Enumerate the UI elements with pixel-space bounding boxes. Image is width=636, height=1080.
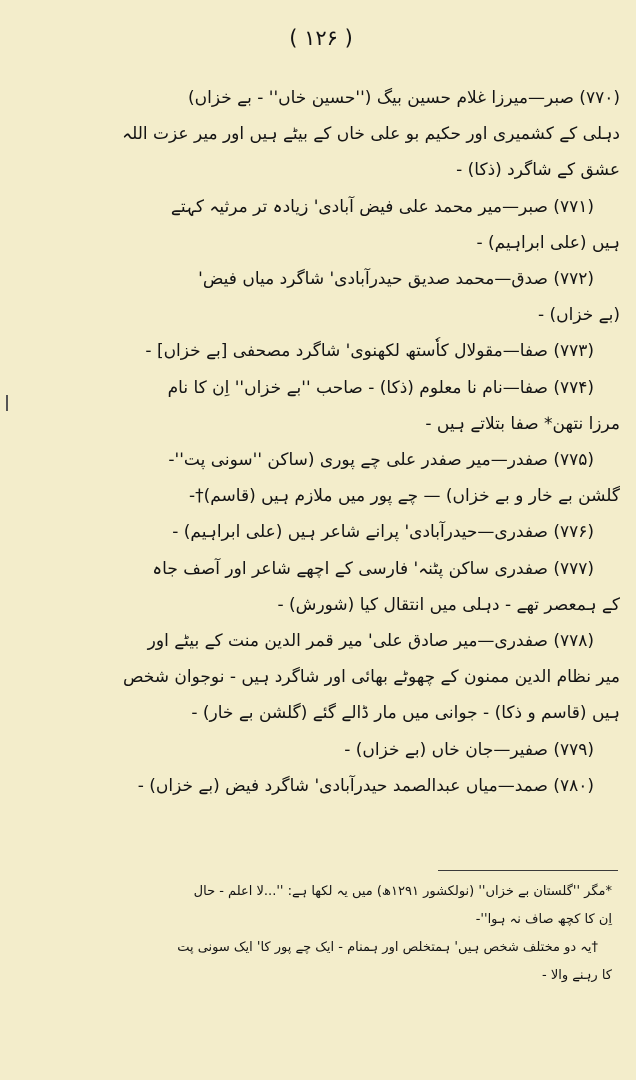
text-line: (۷۷۳) صفا—مقولال کاٗستھ لکھنوی' شاگرد مصحفی [بے خزاں] - [145,341,594,362]
main-text [22,80,620,804]
text-line: عشق کے شاگرد (ذکا) - [456,160,620,181]
text-line: کے ہمعصر تھے - دہلی میں انتقال کیا (شورش) - [277,594,620,615]
text-line: ہیں (علی ابراہیم) - [476,232,620,253]
page-number: ( ۱۲۶ ) [289,26,353,50]
text-line: (۷۷۰) صبر—میرزا غلام حسین بیگ (''حسین خاں'' - بے خزاں) [188,88,620,108]
footnote-line: اِن کا کچھ صاف نہ ہوا''- [475,912,612,927]
text-line: (۷۷۲) صدق—محمد صدیق حیدرآبادی' شاگرد میاں فیض' [198,269,594,290]
text-line: (۷۷۱) صبر—میر محمد علی فیض آبادی' زیادہ تر مرثیہ کہتے [170,196,594,217]
text-line: ہیں (قاسم و ذکا) - جوانی میں مار ڈالے گئے (گلشن بے خار) - [191,703,620,724]
footnote-rule [438,870,618,871]
footnote-line: *مگر ''گلستان بے خزاں'' (نولکشور ۱۲۹۱ھ) میں یہ لکھا ہے: ''...لا اعلم - حال [193,884,612,899]
text-line: گلشن بے خار و بے خزاں) — چے پور میں ملازم ہیں (قاسم)†- [188,486,620,507]
text-line: (۷۸۰) صمد—میاں عبدالصمد حیدرآبادی' شاگرد فیض (بے خزاں) - [137,775,594,796]
margin-mark [6,395,8,411]
footnote-line: کا رہنے والا - [542,968,612,983]
text-line: (۷۷۷) صفدری ساکن پٹنہ' فارسی کے اچھے شاعر اور آصف جاہ [152,558,594,579]
text-line: (۷۷۶) صفدری—حیدرآبادی' پرانے شاعر ہیں (علی ابراہیم) - [172,522,594,543]
text-line: (۷۷۹) صفیر—جان خاں (بے خزاں) - [344,739,594,760]
text-line: (۷۷۸) صفدری—میر صادق علی' میر قمر الدین منت کے بیٹے اور [147,631,594,652]
text-line: (بے خزاں) - [538,305,620,326]
text-line: (۷۷۵) صفدر—میر صفدر علی چے پوری (ساکن ''سونی پت''- [168,450,594,471]
footnotes [30,878,612,990]
text-line: مرزا نتھن* صفا بتلاتے ہیں - [425,413,620,434]
text-line: دہلی کے کشمیری اور حکیم بو علی خاں کے بیٹے ہیں اور میر عزت اللہ [122,124,620,145]
text-line: (۷۷۴) صفا—نام نا معلوم (ذکا) - صاحب ''بے خزاں'' اِن کا نام [167,377,594,398]
text-line: میر نظام الدین ممنون کے چھوٹے بھائی اور شاگرد ہیں - نوجوان شخص [122,667,620,688]
footnote-line: †یہ دو مختلف شخص ہیں' ہمتخلص اور ہمنام - ایک چے پور کا' ایک سونی پت [177,940,598,955]
